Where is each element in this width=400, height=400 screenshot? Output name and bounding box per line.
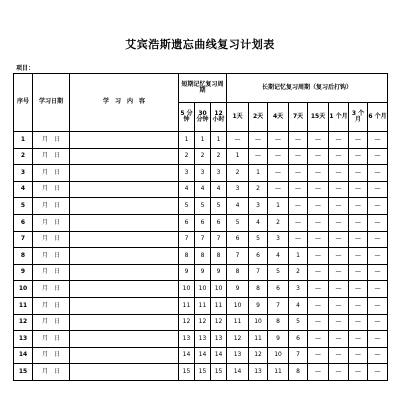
- short-term-cell: 13: [179, 331, 195, 348]
- col-4d: 4天: [268, 103, 289, 132]
- long-term-cell[interactable]: —: [268, 165, 289, 182]
- study-date-cell[interactable]: [33, 214, 70, 231]
- short-term-cell: 4: [195, 181, 211, 198]
- month-label: 月: [41, 202, 48, 210]
- long-term-cell[interactable]: —: [368, 281, 388, 298]
- month-label: 月: [41, 318, 48, 326]
- long-term-cell[interactable]: —: [349, 248, 368, 265]
- col-7d: 7天: [289, 103, 308, 132]
- short-term-cell: 1: [211, 132, 227, 149]
- month-label: 月: [41, 152, 48, 160]
- long-term-cell[interactable]: —: [308, 347, 329, 364]
- day-label: 日: [53, 218, 60, 226]
- table-body: [14, 132, 388, 381]
- long-term-cell[interactable]: —: [289, 231, 308, 248]
- study-date-cell[interactable]: [33, 231, 70, 248]
- row-number: 2: [14, 148, 33, 165]
- row-number: 9: [14, 264, 33, 281]
- long-term-cell[interactable]: 11: [227, 314, 249, 331]
- long-term-cell[interactable]: —: [289, 148, 308, 165]
- short-term-cell: 6: [211, 214, 227, 231]
- table-row: [14, 231, 388, 248]
- long-term-cell[interactable]: —: [329, 264, 349, 281]
- long-term-cell[interactable]: 8: [227, 264, 249, 281]
- table-row: [14, 165, 388, 182]
- long-term-cell[interactable]: —: [349, 231, 368, 248]
- short-term-cell: 10: [195, 281, 211, 298]
- table-row: [14, 297, 388, 314]
- short-term-cell: 13: [211, 331, 227, 348]
- day-label: 日: [53, 235, 60, 243]
- short-term-cell: 13: [195, 331, 211, 348]
- day-label: 日: [53, 367, 60, 375]
- short-term-cell: 14: [195, 347, 211, 364]
- long-term-cell[interactable]: —: [329, 165, 349, 182]
- day-label: 日: [53, 185, 60, 193]
- long-term-cell[interactable]: —: [329, 347, 349, 364]
- long-term-cell[interactable]: 11: [249, 331, 268, 348]
- day-label: 日: [53, 135, 60, 143]
- short-term-cell: 15: [179, 364, 195, 381]
- day-label: 日: [53, 268, 60, 276]
- long-term-cell[interactable]: —: [308, 132, 329, 149]
- long-term-cell[interactable]: 1: [268, 198, 289, 215]
- long-term-cell[interactable]: —: [329, 297, 349, 314]
- long-term-cell[interactable]: —: [308, 198, 329, 215]
- study-date-cell[interactable]: [33, 181, 70, 198]
- month-label: 月: [41, 268, 48, 276]
- long-term-cell[interactable]: 10: [249, 314, 268, 331]
- study-content-cell[interactable]: [70, 231, 179, 248]
- long-term-cell[interactable]: 4: [227, 198, 249, 215]
- col-1d: 1天: [227, 103, 249, 132]
- table-row: [14, 331, 388, 348]
- month-label: 月: [41, 351, 48, 359]
- long-term-cell[interactable]: 4: [289, 297, 308, 314]
- month-label: 月: [41, 251, 48, 259]
- table-row: [14, 281, 388, 298]
- short-term-cell: 8: [211, 248, 227, 265]
- row-number: 10: [14, 281, 33, 298]
- long-term-cell[interactable]: —: [289, 198, 308, 215]
- short-term-cell: 3: [179, 165, 195, 182]
- long-term-cell[interactable]: 6: [289, 331, 308, 348]
- row-number: 8: [14, 248, 33, 265]
- row-number: 11: [14, 297, 33, 314]
- long-term-cell[interactable]: —: [368, 198, 388, 215]
- long-term-cell[interactable]: —: [268, 148, 289, 165]
- day-label: 日: [53, 301, 60, 309]
- study-date-cell[interactable]: [33, 248, 70, 265]
- date-header: 学习日期: [33, 74, 70, 132]
- study-date-cell[interactable]: [33, 314, 70, 331]
- long-term-cell[interactable]: —: [329, 314, 349, 331]
- long-term-cell[interactable]: 5: [227, 214, 249, 231]
- long-term-cell[interactable]: 6: [249, 248, 268, 265]
- long-term-cell[interactable]: 8: [289, 364, 308, 381]
- short-term-cell: 7: [195, 231, 211, 248]
- long-term-cell[interactable]: —: [349, 181, 368, 198]
- long-term-cell[interactable]: 9: [249, 297, 268, 314]
- long-term-cell[interactable]: 7: [289, 347, 308, 364]
- study-date-cell[interactable]: [33, 331, 70, 348]
- long-term-cell[interactable]: 1: [289, 248, 308, 265]
- long-term-cell[interactable]: —: [349, 364, 368, 381]
- long-term-cell[interactable]: —: [349, 331, 368, 348]
- long-term-cell[interactable]: 8: [249, 281, 268, 298]
- table-row: [14, 364, 388, 381]
- long-term-cell[interactable]: —: [349, 347, 368, 364]
- long-term-cell[interactable]: —: [227, 132, 249, 149]
- short-term-cell: 12: [195, 314, 211, 331]
- month-label: 月: [41, 301, 48, 309]
- short-term-cell: 1: [179, 132, 195, 149]
- seq-header: 序号: [14, 74, 33, 132]
- short-term-cell: 2: [211, 148, 227, 165]
- month-label: 月: [41, 334, 48, 342]
- row-number: 3: [14, 165, 33, 182]
- long-term-cell[interactable]: —: [349, 198, 368, 215]
- long-term-cell[interactable]: —: [368, 331, 388, 348]
- long-term-cell[interactable]: 10: [227, 297, 249, 314]
- long-term-cell[interactable]: 5: [289, 314, 308, 331]
- table-row: [14, 314, 388, 331]
- long-term-cell[interactable]: 7: [227, 248, 249, 265]
- long-term-cell[interactable]: —: [249, 132, 268, 149]
- long-term-cell[interactable]: —: [349, 264, 368, 281]
- long-term-cell[interactable]: —: [308, 165, 329, 182]
- long-term-cell[interactable]: —: [329, 364, 349, 381]
- col-15d: 15天: [308, 103, 329, 132]
- long-term-cell[interactable]: 3: [268, 231, 289, 248]
- study-content-cell[interactable]: [70, 165, 179, 182]
- day-label: 日: [53, 351, 60, 359]
- long-term-cell[interactable]: —: [289, 214, 308, 231]
- study-date-cell[interactable]: [33, 281, 70, 298]
- long-term-cell[interactable]: 8: [268, 314, 289, 331]
- study-date-cell[interactable]: [33, 347, 70, 364]
- col-2d: 2天: [249, 103, 268, 132]
- long-term-cell[interactable]: —: [349, 297, 368, 314]
- long-term-cell[interactable]: 5: [249, 231, 268, 248]
- short-term-cell: 8: [195, 248, 211, 265]
- long-term-cell[interactable]: —: [349, 281, 368, 298]
- short-term-cell: 5: [211, 198, 227, 215]
- row-number: 4: [14, 181, 33, 198]
- table-row: [14, 248, 388, 265]
- long-term-cell[interactable]: —: [308, 364, 329, 381]
- long-term-cell[interactable]: —: [329, 214, 349, 231]
- study-date-cell[interactable]: [33, 364, 70, 381]
- study-content-cell[interactable]: [70, 364, 179, 381]
- long-term-cell[interactable]: —: [349, 165, 368, 182]
- short-term-cell: 7: [211, 231, 227, 248]
- long-term-cell[interactable]: —: [368, 264, 388, 281]
- long-term-cell[interactable]: 2: [227, 165, 249, 182]
- study-content-cell[interactable]: [70, 281, 179, 298]
- long-term-cell[interactable]: 9: [227, 281, 249, 298]
- long-term-cell[interactable]: 7: [249, 264, 268, 281]
- long-term-cell[interactable]: 5: [268, 264, 289, 281]
- short-term-cell: 14: [211, 347, 227, 364]
- short-term-cell: 2: [195, 148, 211, 165]
- long-term-cell[interactable]: 3: [289, 281, 308, 298]
- table-row: [14, 181, 388, 198]
- study-content-cell[interactable]: [70, 132, 179, 149]
- study-date-cell[interactable]: [33, 132, 70, 149]
- short-term-cell: 11: [195, 297, 211, 314]
- col-12h: 12 小时: [211, 103, 227, 132]
- row-number: 1: [14, 132, 33, 149]
- long-term-cell[interactable]: 3: [227, 181, 249, 198]
- long-term-cell[interactable]: 13: [227, 347, 249, 364]
- short-term-cell: 3: [211, 165, 227, 182]
- long-term-cell[interactable]: 11: [268, 364, 289, 381]
- study-content-cell[interactable]: [70, 214, 179, 231]
- long-term-group-header: 长期记忆复习周期（复习后打钩）: [227, 74, 388, 103]
- month-label: 月: [41, 185, 48, 193]
- long-term-cell[interactable]: 10: [268, 347, 289, 364]
- day-label: 日: [53, 318, 60, 326]
- short-term-cell: 6: [179, 214, 195, 231]
- row-number: 13: [14, 331, 33, 348]
- long-term-cell[interactable]: —: [308, 264, 329, 281]
- long-term-cell[interactable]: —: [368, 214, 388, 231]
- long-term-cell[interactable]: 12: [227, 331, 249, 348]
- month-label: 月: [41, 168, 48, 176]
- short-term-cell: 2: [179, 148, 195, 165]
- table-row: [14, 132, 388, 149]
- long-term-cell[interactable]: —: [349, 132, 368, 149]
- long-term-cell[interactable]: —: [368, 181, 388, 198]
- long-term-cell[interactable]: —: [368, 248, 388, 265]
- short-term-group-header: 短期记忆复习周期: [179, 74, 227, 103]
- long-term-cell[interactable]: —: [349, 148, 368, 165]
- long-term-cell[interactable]: —: [289, 132, 308, 149]
- row-number: 7: [14, 231, 33, 248]
- long-term-cell[interactable]: 4: [268, 248, 289, 265]
- long-term-cell[interactable]: —: [289, 181, 308, 198]
- col-6m: 6 个月: [368, 103, 388, 132]
- short-term-cell: 5: [179, 198, 195, 215]
- short-term-cell: 4: [179, 181, 195, 198]
- long-term-cell[interactable]: 6: [227, 231, 249, 248]
- short-term-cell: 15: [195, 364, 211, 381]
- row-number: 5: [14, 198, 33, 215]
- short-term-cell: 10: [179, 281, 195, 298]
- short-term-cell: 8: [179, 248, 195, 265]
- study-content-cell[interactable]: [70, 347, 179, 364]
- long-term-cell[interactable]: 2: [289, 264, 308, 281]
- long-term-cell[interactable]: —: [329, 331, 349, 348]
- long-term-cell[interactable]: —: [308, 281, 329, 298]
- day-label: 日: [53, 334, 60, 342]
- short-term-cell: 11: [179, 297, 195, 314]
- long-term-cell[interactable]: —: [368, 132, 388, 149]
- short-term-cell: 12: [211, 314, 227, 331]
- study-date-cell[interactable]: [33, 165, 70, 182]
- long-term-cell[interactable]: —: [368, 364, 388, 381]
- day-label: 日: [53, 168, 60, 176]
- col-1m: 1 个月: [329, 103, 349, 132]
- long-term-cell[interactable]: —: [308, 181, 329, 198]
- short-term-cell: 9: [211, 264, 227, 281]
- long-term-cell[interactable]: 7: [268, 297, 289, 314]
- short-term-cell: 15: [211, 364, 227, 381]
- long-term-cell[interactable]: —: [329, 181, 349, 198]
- short-term-cell: 14: [179, 347, 195, 364]
- short-term-cell: 3: [195, 165, 211, 182]
- study-content-cell[interactable]: [70, 297, 179, 314]
- long-term-cell[interactable]: —: [329, 148, 349, 165]
- review-plan-table: [13, 73, 388, 381]
- long-term-cell[interactable]: 6: [268, 281, 289, 298]
- day-label: 日: [53, 284, 60, 292]
- short-term-cell: 11: [211, 297, 227, 314]
- study-content-cell[interactable]: [70, 264, 179, 281]
- long-term-cell[interactable]: 13: [249, 364, 268, 381]
- content-header: 学 习 内 容: [70, 74, 179, 132]
- document-title: 艾宾浩斯遗忘曲线复习计划表: [125, 38, 275, 51]
- study-content-cell[interactable]: [70, 314, 179, 331]
- long-term-cell[interactable]: —: [308, 314, 329, 331]
- month-label: 月: [41, 235, 48, 243]
- short-term-cell: 6: [195, 214, 211, 231]
- row-number: 6: [14, 214, 33, 231]
- long-term-cell[interactable]: —: [349, 314, 368, 331]
- day-label: 日: [53, 251, 60, 259]
- long-term-cell[interactable]: —: [268, 132, 289, 149]
- study-content-cell[interactable]: [70, 148, 179, 165]
- table-row: [14, 198, 388, 215]
- long-term-cell[interactable]: —: [249, 148, 268, 165]
- long-term-cell[interactable]: —: [368, 347, 388, 364]
- col-3m: 3 个月: [349, 103, 368, 132]
- short-term-cell: 12: [179, 314, 195, 331]
- row-number: 14: [14, 347, 33, 364]
- table-row: [14, 347, 388, 364]
- long-term-cell[interactable]: —: [368, 165, 388, 182]
- short-term-cell: 10: [211, 281, 227, 298]
- long-term-cell[interactable]: —: [368, 231, 388, 248]
- long-term-cell[interactable]: —: [268, 181, 289, 198]
- long-term-cell[interactable]: 12: [249, 347, 268, 364]
- table-row: [14, 214, 388, 231]
- long-term-cell[interactable]: —: [329, 248, 349, 265]
- short-term-cell: 9: [179, 264, 195, 281]
- long-term-cell[interactable]: —: [308, 248, 329, 265]
- long-term-cell[interactable]: 3: [249, 198, 268, 215]
- day-label: 日: [53, 152, 60, 160]
- long-term-cell[interactable]: 1: [227, 148, 249, 165]
- long-term-cell[interactable]: 2: [268, 214, 289, 231]
- table-row: [14, 148, 388, 165]
- table-row: [14, 264, 388, 281]
- study-content-cell[interactable]: [70, 248, 179, 265]
- col-5min: 5 分钟: [179, 103, 195, 132]
- long-term-cell[interactable]: 9: [268, 331, 289, 348]
- month-label: 月: [41, 135, 48, 143]
- short-term-cell: 4: [211, 181, 227, 198]
- month-label: 月: [41, 367, 48, 375]
- long-term-cell[interactable]: —: [329, 231, 349, 248]
- long-term-cell[interactable]: —: [308, 231, 329, 248]
- short-term-cell: 9: [195, 264, 211, 281]
- long-term-cell[interactable]: 14: [227, 364, 249, 381]
- long-term-cell[interactable]: —: [329, 132, 349, 149]
- col-30min: 30 分钟: [195, 103, 211, 132]
- project-label: 项目：: [16, 65, 35, 72]
- short-term-cell: 5: [195, 198, 211, 215]
- study-date-cell[interactable]: [33, 297, 70, 314]
- short-term-cell: 7: [179, 231, 195, 248]
- long-term-cell[interactable]: —: [308, 148, 329, 165]
- long-term-cell[interactable]: —: [308, 297, 329, 314]
- long-term-cell[interactable]: —: [308, 214, 329, 231]
- long-term-cell[interactable]: —: [329, 198, 349, 215]
- long-term-cell[interactable]: 4: [249, 214, 268, 231]
- long-term-cell[interactable]: —: [368, 314, 388, 331]
- long-term-cell[interactable]: —: [289, 165, 308, 182]
- long-term-cell[interactable]: —: [368, 297, 388, 314]
- month-label: 月: [41, 284, 48, 292]
- long-term-cell[interactable]: —: [368, 148, 388, 165]
- row-number: 15: [14, 364, 33, 381]
- study-date-cell[interactable]: [33, 198, 70, 215]
- long-term-cell[interactable]: —: [329, 281, 349, 298]
- study-date-cell[interactable]: [33, 148, 70, 165]
- study-content-cell[interactable]: [70, 181, 179, 198]
- study-content-cell[interactable]: [70, 198, 179, 215]
- long-term-cell[interactable]: —: [308, 331, 329, 348]
- long-term-cell[interactable]: 2: [249, 181, 268, 198]
- long-term-cell[interactable]: 1: [249, 165, 268, 182]
- study-date-cell[interactable]: [33, 264, 70, 281]
- study-content-cell[interactable]: [70, 331, 179, 348]
- month-label: 月: [41, 218, 48, 226]
- row-number: 12: [14, 314, 33, 331]
- long-term-cell[interactable]: —: [349, 214, 368, 231]
- day-label: 日: [53, 202, 60, 210]
- short-term-cell: 1: [195, 132, 211, 149]
